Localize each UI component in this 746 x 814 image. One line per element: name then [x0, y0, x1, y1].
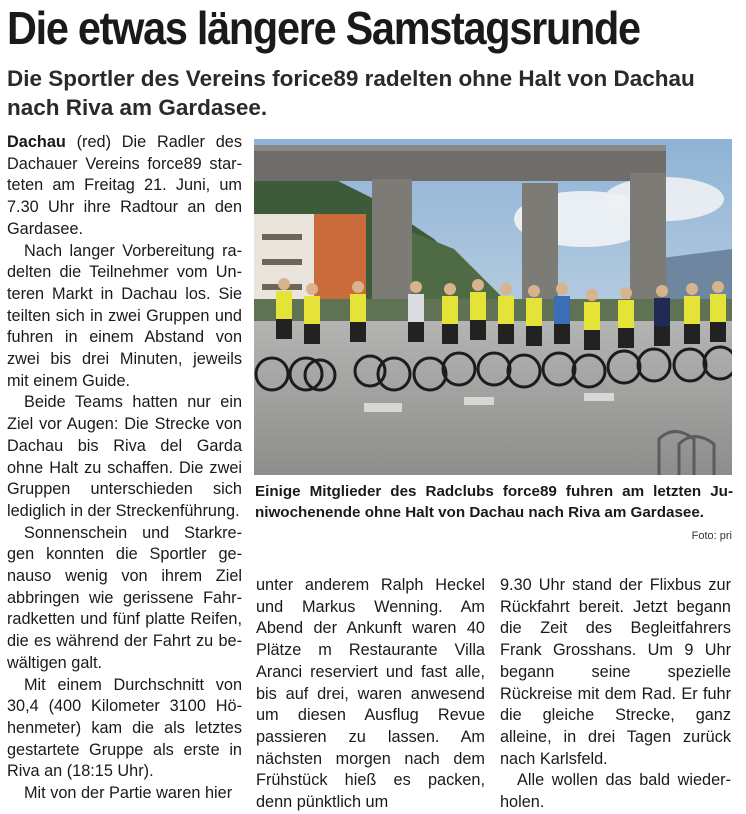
subheadline: Die Sportler des Vereins forice89 radelten ohne Halt von Dachau nach Riva am Gardasee.	[7, 66, 695, 120]
paragraph-text: Die Radler des Dachauer Vereins force89 starteten am Freitag 21. Juni, um 7.30 Uhr ihre Radtour an den Gardasee.	[7, 133, 242, 238]
paragraph: Sonnenschein und Starkregen konnten die Sportler genauso wenig von ihrem Ziel abbringen wie gerissene Fahrradketten und fünf platte Reifen, die es während der Fahrt zu bewältigen galt.	[7, 523, 242, 672]
paragraph: Alle wollen das bald wiederholen.	[500, 771, 731, 812]
dateline-tag: (red)	[76, 133, 111, 151]
text-column-3	[500, 575, 731, 814]
paragraph: Beide Teams hatten nur ein Ziel vor Augen: Die Strecke von Dachau bis Riva del Garda ohne Halt zu schaffen. Die zwei Gruppen unterschieden sich lediglich in der Streckenführung.	[7, 393, 242, 520]
photo-caption: Einige Mitglieder des Radclubs force89 fuhren am letzten Juniwochenende ohne Halt von Dachau nach Riva am Gardasee.	[255, 483, 733, 521]
headline: Die etwas längere Samstagsrunde	[7, 2, 640, 54]
paragraph: Nach langer Vorbereitung radelten die Teilnehmer vom Unteren Markt in Dachau los. Sie teilten sich in zwei Gruppen und fuhren in einem Abstand von zwei bis drei Minuten, jeweils mit einem Guide.	[7, 241, 242, 390]
dateline: Dachau	[7, 133, 66, 151]
paragraph: Mit einem Durchschnitt von 30,4 (400 Kilometer 3100 Höhenmeter) kam die als letztes gestartete Gruppe als erste in Riva an (18:15 Uhr).	[7, 675, 242, 781]
paragraph: Mit von der Partie waren hier	[24, 784, 233, 803]
photo-credit: Foto: pri	[691, 530, 732, 542]
paragraph	[7, 132, 242, 241]
text-column-1	[7, 132, 242, 805]
text-column-2	[256, 575, 485, 814]
paragraph: unter anderem Ralph Heckel und Markus Wenning. Am Abend der Ankunft waren 40 Plätze m Restaurante Villa Aranci reserviert und fast alle, bis auf drei, waren anwesend um diesen Ausflug Revue passieren zu lassen. Am nächsten morgen nach dem Frühstück hieß es packen, denn pünktlich um	[256, 576, 485, 812]
group-photo	[254, 139, 732, 475]
paragraph: 9.30 Uhr stand der Flixbus zur Rückfahrt bereit. Jetzt begann die Zeit des Begleitfahrers Frank Grosshans. Um 9 Uhr begann seine spezielle Rückreise mit dem Rad. Er fuhr die gleiche Strecke, ganz alleine, in drei Tagen zurück nach Karlsfeld.	[500, 576, 731, 768]
